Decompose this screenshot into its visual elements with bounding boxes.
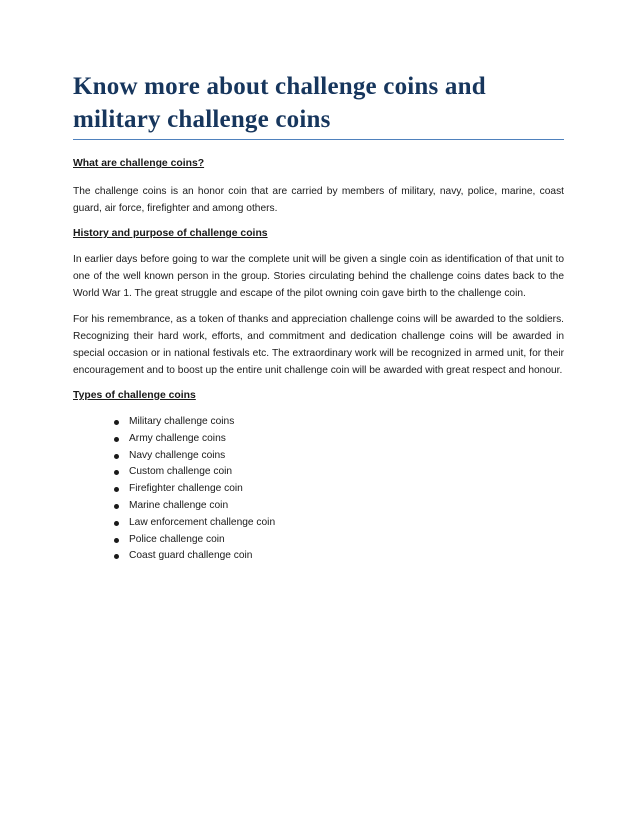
paragraph-history-2: For his remembrance, as a token of thanks and appreciation challenge coins will be awarded to the soldiers. Recognizing their hard work, efforts, and commitment and dedication challenge coins will be awarded in special occasion or in national festivals etc. The extraordinary work will be recognized in armed unit, for their encouragement and to boost up the entire unit challenge coin will be awarded with great respect and honour. (73, 314, 564, 376)
list-item-label: Custom challenge coin (129, 466, 233, 478)
list-item-label: Army challenge coins (129, 432, 226, 444)
types-list (73, 414, 564, 565)
list-item (73, 448, 564, 465)
bullet-icon (114, 454, 119, 459)
section-heading-history: History and purpose of challenge coins (73, 228, 268, 239)
list-item-label: Law enforcement challenge coin (129, 516, 276, 528)
paragraph-history-1: In earlier days before going to war the complete unit will be given a single coin as identification of that unit to one of the well known person in the group. Stories circulating behind the challenge coins dates back to the World War 1. The great struggle and escape of the pilot owning coin gave birth to the challenge coin. (73, 254, 564, 299)
page-title: Know more about challenge coins and military challenge coins (73, 70, 564, 140)
list-item (73, 532, 564, 549)
list-item-label: Firefighter challenge coin (129, 483, 243, 495)
paragraph-what: The challenge coins is an honor coin that are carried by members of military, navy, police, marine, coast guard, air force, firefighter and among others. (73, 186, 564, 214)
list-item-label: Coast guard challenge coin (129, 550, 253, 562)
list-item (73, 464, 564, 481)
list-item (73, 414, 564, 431)
bullet-icon (114, 521, 119, 526)
list-item (73, 548, 564, 565)
list-item-label: Marine challenge coin (129, 499, 229, 511)
bullet-icon (114, 420, 119, 425)
list-item-label: Police challenge coin (129, 533, 225, 545)
section-heading-what: What are challenge coins? (73, 158, 205, 169)
section-heading-types: Types of challenge coins (73, 390, 196, 401)
list-item (73, 431, 564, 448)
bullet-icon (114, 487, 119, 492)
document-page (73, 70, 564, 565)
list-item-label: Military challenge coins (129, 416, 235, 427)
list-item (73, 498, 564, 515)
bullet-icon (114, 554, 119, 559)
bullet-icon (114, 437, 119, 442)
bullet-icon (114, 504, 119, 509)
list-item (73, 481, 564, 498)
list-item-label: Navy challenge coins (129, 449, 226, 461)
list-item (73, 515, 564, 532)
bullet-icon (114, 470, 119, 475)
bullet-icon (114, 538, 119, 543)
